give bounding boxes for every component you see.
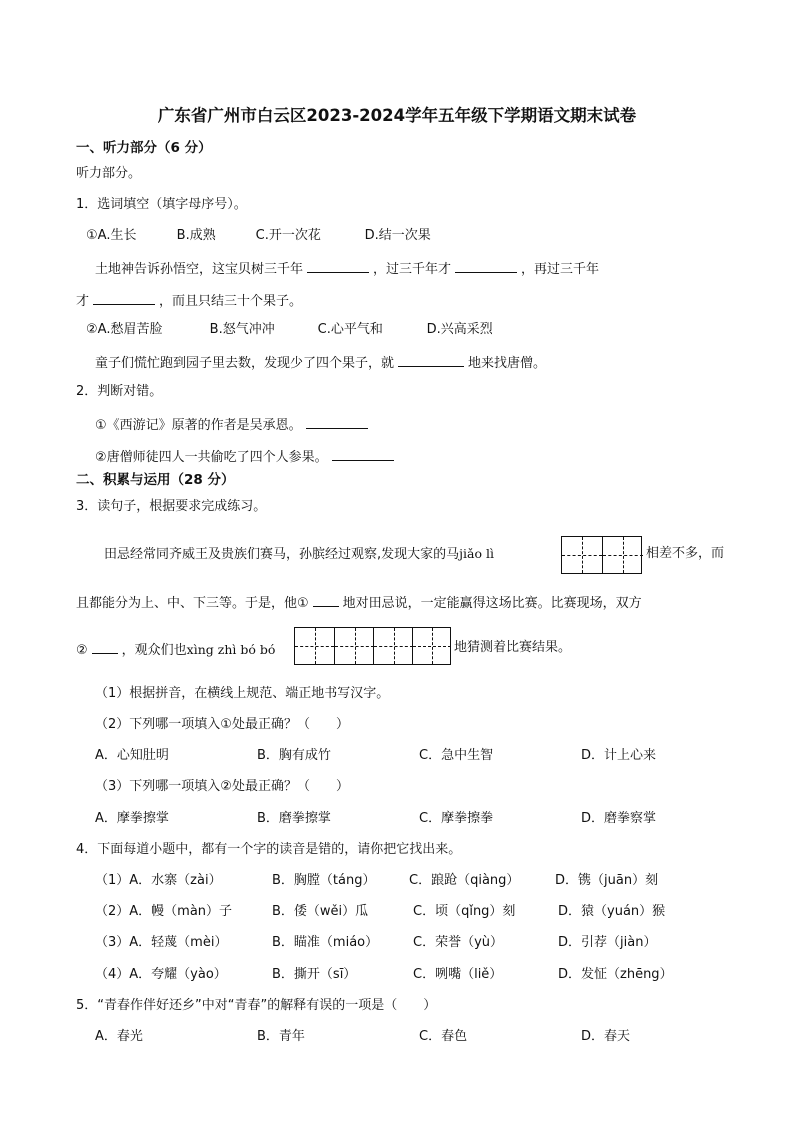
option-a: A.生长 [97, 228, 137, 243]
option-a: （2）A．幔（màn）子 [95, 904, 233, 919]
option-d: D．磨拳察掌 [581, 811, 657, 826]
group-number: ② [86, 322, 98, 337]
option-group-1 [86, 227, 431, 245]
option-b: B．磨拳擦掌 [257, 811, 331, 826]
option-a: （3）A．轻蔑（mèi） [95, 935, 228, 950]
sentence-text: ，而且只结三十个果子。 [159, 294, 303, 309]
answer-blank[interactable] [92, 639, 118, 654]
option-a: （1）A．水寨（zài） [95, 873, 222, 888]
passage-text: ，观众们也 [121, 643, 187, 658]
option-d: D．镌（juān）刻 [555, 873, 659, 888]
blank-number: ② [220, 779, 232, 794]
pronunciation-row [95, 903, 665, 921]
hanzi-writing-grid[interactable] [561, 536, 642, 574]
passage-text: 地猜测着比赛结果。 [454, 640, 572, 655]
fill-sentence-1 [95, 258, 599, 279]
blank-number: ② [76, 643, 88, 658]
pronunciation-row [95, 934, 656, 952]
pronunciation-row [95, 872, 658, 890]
question-2-stem: 2．判断对错。 [76, 384, 163, 399]
sub-question-text: 处最正确？（ ） [231, 717, 349, 732]
passage-text: 田忌经常同齐威王及贵族们赛马，孙膑经过观察,发现大家的马 [104, 547, 460, 562]
option-b: B.成熟 [176, 228, 216, 243]
answer-blank[interactable] [307, 258, 369, 273]
question-4-stem: 4．下面每道小题中，都有一个字的读音是错的，请你把它找出来。 [76, 842, 462, 857]
passage-line-1 [104, 545, 494, 564]
sub-question-text: 处最正确？（ ） [231, 779, 349, 794]
option-c: C．踉跄（qiàng） [409, 873, 520, 888]
answer-blank[interactable] [93, 290, 155, 305]
option-b: B．瞄准（miáo） [272, 935, 379, 950]
sub-question-text: （2）下列哪一项填入 [95, 717, 221, 732]
question-1-stem: 1．选词填空（填字母序号）。 [76, 197, 247, 212]
sub-question-text: （3）下列哪一项填入 [95, 779, 221, 794]
option-group-2 [86, 321, 493, 339]
blank-number: ① [297, 596, 309, 611]
option-b: B．撕开（sī） [272, 967, 357, 982]
option-a: A．春光 [95, 1029, 143, 1044]
pinyin-prompt: jiǎo lì [459, 546, 494, 561]
option-c: C．咧嘴（liě） [413, 967, 503, 982]
option-c: C．荣誉（yù） [413, 935, 504, 950]
passage-text: 相差不多，而 [646, 546, 725, 561]
sentence-text: 才 [76, 294, 90, 309]
item-number: ① [95, 418, 107, 433]
option-b: B．倭（wěi）瓜 [272, 904, 369, 919]
pronunciation-row [95, 966, 673, 984]
item-number: ② [95, 450, 107, 465]
option-a: A．摩拳擦掌 [95, 811, 169, 826]
judge-text: 唐僧师徒四人一共偷吃了四个人参果。 [106, 450, 328, 465]
option-b: B．胸膛（táng） [272, 873, 376, 888]
option-d: D.结一次果 [364, 228, 431, 243]
option-a: （4）A．夸耀（yào） [95, 967, 227, 982]
fill-sentence-1-cont [76, 290, 302, 311]
passage-line-2 [76, 592, 642, 613]
sub-question-1: （1）根据拼音，在横线上规范、端正地书写汉字。 [95, 686, 390, 701]
option-d: D.兴高采烈 [426, 322, 493, 337]
judge-item-1 [95, 414, 372, 435]
judge-text: 《西游记》原著的作者是吴承恩。 [106, 418, 302, 433]
passage-text: 且都能分为上、中、下三等。于是，他 [76, 596, 298, 611]
option-c: C．急中生智 [419, 748, 494, 763]
answer-blank[interactable] [332, 446, 394, 461]
option-d: D．发怔（zhēng） [558, 967, 673, 982]
passage-text: 地对田忌说，一定能赢得这场比赛。比赛现场，双方 [342, 596, 642, 611]
answer-blank[interactable] [455, 258, 517, 273]
sentence-text: ，再过三千年 [521, 262, 600, 277]
fill-sentence-2 [95, 352, 546, 373]
passage-line-3 [76, 639, 275, 660]
question-3-stem: 3．读句子，根据要求完成练习。 [76, 499, 267, 514]
sub-question-2-options [95, 747, 656, 765]
answer-blank[interactable] [306, 414, 368, 429]
option-b: B.怒气冲冲 [209, 322, 275, 337]
option-d: D．引荐（jiàn） [558, 935, 657, 950]
option-a: A.愁眉苦脸 [97, 322, 163, 337]
option-d: D．春天 [581, 1029, 631, 1044]
judge-item-2 [95, 446, 398, 467]
option-c: C．春色 [419, 1029, 468, 1044]
sentence-text: ，过三千年才 [373, 262, 452, 277]
listening-intro: 听力部分。 [76, 166, 142, 181]
option-c: C．顷（qǐng）刻 [413, 904, 516, 919]
answer-blank[interactable] [398, 352, 464, 367]
option-b: B．青年 [257, 1029, 305, 1044]
option-c: C.心平气和 [317, 322, 383, 337]
option-b: B．胸有成竹 [257, 748, 331, 763]
section-heading-usage: 二、积累与运用（28 分） [76, 472, 235, 488]
answer-blank[interactable] [313, 592, 339, 607]
sentence-text: 童子们慌忙跑到园子里去数，发现少了四个果子，就 [95, 356, 395, 371]
sentence-text: 地来找唐僧。 [468, 356, 547, 371]
option-d: D．猿（yuán）猴 [558, 904, 666, 919]
option-c: C.开一次花 [255, 228, 321, 243]
question-5-options [95, 1028, 630, 1046]
sentence-text: 土地神告诉孙悟空，这宝贝树三千年 [95, 262, 304, 277]
section-heading-listening: 一、听力部分（6 分） [76, 140, 212, 156]
blank-number: ① [220, 717, 232, 732]
question-5-stem: 5．“青春作伴好还乡”中对“青春”的解释有误的一项是（ ） [76, 998, 437, 1013]
option-a: A．心知肚明 [95, 748, 169, 763]
hanzi-writing-grid[interactable] [294, 627, 451, 665]
option-d: D．计上心来 [581, 748, 657, 763]
sub-question-3 [95, 778, 349, 796]
sub-question-2 [95, 716, 349, 734]
option-c: C．摩拳擦拳 [419, 811, 494, 826]
sub-question-3-options [95, 810, 656, 828]
pinyin-prompt: xìng zhì bó bó [186, 642, 276, 657]
group-number: ① [86, 228, 98, 243]
page-title: 广东省广州市白云区2023-2024学年五年级下学期语文期末试卷 [157, 106, 637, 125]
